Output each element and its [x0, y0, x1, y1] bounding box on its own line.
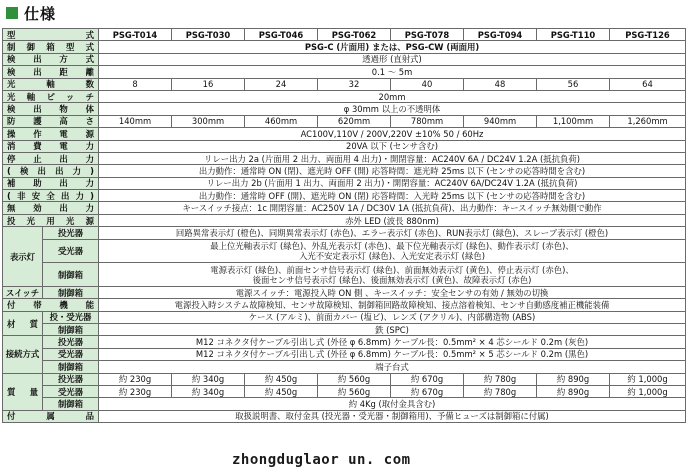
row-detection-method	[3, 53, 686, 65]
indicator-tx-label: 投光器	[43, 227, 99, 239]
model-header: PSG-T078	[391, 29, 464, 41]
height-cell: 1,260mm	[610, 115, 686, 127]
detection-method-value: 透過形 (直射式)	[99, 53, 686, 65]
row-controller	[3, 41, 686, 53]
stop-output-line1: リレー出力 2a (片面用 2 出力、両面用 4 出力)・開閉容量：AC240V 6A / DC24V 1.2A (抵抗負荷)	[99, 152, 686, 164]
row-pitch	[3, 90, 686, 102]
weight-tx-cell: 約 780g	[464, 373, 537, 385]
indicator-tx-value: 回路異常表示灯 (橙色)、同期異常表示灯 (赤色)、エラー表示灯 (赤色)、RUN表示灯 (緑色)、スレーブ表示灯 (橙色)	[99, 227, 686, 239]
consumption-label: 消費電力	[3, 140, 99, 152]
pitch-label: 光軸ピッチ	[3, 90, 99, 102]
row-connection-rx	[3, 348, 686, 360]
row-aux-output	[3, 177, 686, 189]
row-connection-tx	[3, 336, 686, 348]
axes-cell: 24	[245, 78, 318, 90]
section-title	[6, 2, 56, 24]
height-cell: 620mm	[318, 115, 391, 127]
height-cell: 140mm	[99, 115, 172, 127]
height-cell: 460mm	[245, 115, 318, 127]
row-switch	[3, 286, 686, 298]
accessory-value: 取扱説明書、取付金具 (投光器・受光器・制御箱用)、予備ヒューズは制御箱に付属)	[99, 410, 686, 422]
switch-box-label: 制御箱	[43, 286, 99, 298]
row-height	[3, 115, 686, 127]
indicator-rx-line1: 最上位光軸表示灯 (緑色)、外乱光表示灯 (赤色)、最下位光軸表示灯 (緑色)、動作表示灯 (赤色)、	[210, 240, 574, 251]
row-mute-output	[3, 202, 686, 214]
axes-cell: 16	[172, 78, 245, 90]
spec-table	[2, 28, 686, 423]
weight-rx-cell: 約 1,000g	[610, 385, 686, 397]
emitter-value: 赤外 LED (波長 880nm)	[99, 214, 686, 226]
model-header: PSG-T126	[610, 29, 686, 41]
watermark: zhongduglaor un. com	[232, 452, 411, 468]
model-header: PSG-T014	[99, 29, 172, 41]
power-value: AC100V,110V / 200V,220V ±10% 50 / 60Hz	[99, 128, 686, 140]
weight-tx-cell: 約 670g	[391, 373, 464, 385]
object-value: φ 30mm 以上の不透明体	[99, 103, 686, 115]
row-stop-output-2	[3, 165, 686, 177]
aux-output-label: 補助出力	[3, 177, 99, 189]
row-weight-box	[3, 398, 686, 410]
row-aux-output-2	[3, 190, 686, 202]
connection-label: 接続方式	[3, 336, 43, 373]
function-label: 付帯機能	[3, 299, 99, 311]
row-function	[3, 299, 686, 311]
material-txrx-value: ケース (アルミ)、前面カバー (塩ビ)、レンズ (アクリル)、内部構造物 (ABS)	[99, 311, 686, 323]
weight-rx-cell: 約 230g	[99, 385, 172, 397]
model-header: PSG-T094	[464, 29, 537, 41]
weight-rx-cell: 約 670g	[391, 385, 464, 397]
weight-tx-cell: 約 560g	[318, 373, 391, 385]
row-weight-tx	[3, 373, 686, 385]
weight-tx-cell: 約 340g	[172, 373, 245, 385]
weight-tx-cell: 約 1,000g	[610, 373, 686, 385]
switch-label: スイッチ	[3, 286, 43, 298]
indicator-box-label: 制御箱	[43, 263, 99, 287]
connection-box-label: 制御箱	[43, 361, 99, 373]
row-indicator-box	[3, 263, 686, 287]
controller-label: 制御箱型式	[3, 41, 99, 53]
row-consumption	[3, 140, 686, 152]
accessory-label: 付属品	[3, 410, 99, 422]
controller-value: PSG-C (片面用) または、PSG-CW (両面用)	[99, 41, 686, 53]
row-object	[3, 103, 686, 115]
weight-box-value: 約 4Kg (取付金具含む)	[99, 398, 686, 410]
row-indicator-rx	[3, 239, 686, 263]
model-header: PSG-T110	[537, 29, 610, 41]
height-cell: 300mm	[172, 115, 245, 127]
mute-output-label: 無効出力	[3, 202, 99, 214]
connection-rx-label: 受光器	[43, 348, 99, 360]
models-label: 型 式	[3, 29, 99, 41]
detection-method-label: 検出方式	[3, 53, 99, 65]
row-connection-box	[3, 361, 686, 373]
weight-tx-label: 投光器	[43, 373, 99, 385]
switch-value: 電源スイッチ：電源投入時 ON 側 、キースイッチ：安全センサの有効 / 無効の切換	[99, 286, 686, 298]
indicator-label: 表示灯	[3, 227, 43, 287]
connection-tx-value: M12 コネクタ付ケーブル引出し式 (外径 φ 6.8mm) ケーブル長：0.5mm² × 4 芯シールド 0.2m (灰色)	[99, 336, 686, 348]
row-material-box	[3, 324, 686, 336]
aux-output-line2: 出力動作：通常時 OFF (開)、遮光時 ON (閉) 応答時間：入光時 25ms 以下 (センサの応答時間を含む)	[99, 190, 686, 202]
height-cell: 940mm	[464, 115, 537, 127]
weight-rx-cell: 約 560g	[318, 385, 391, 397]
indicator-box-line2: 後面センサ信号表示灯 (緑色)、後面無効表示灯 (黄色)、故障表示灯 (赤色)	[252, 274, 532, 285]
axes-cell: 64	[610, 78, 686, 90]
row-power	[3, 128, 686, 140]
indicator-rx-line2: 入光不安定表示灯 (緑色)、入光安定表示灯 (緑色)	[299, 250, 485, 261]
axes-cell: 40	[391, 78, 464, 90]
aux-output-sub-label: (非安全出力)	[3, 190, 99, 202]
height-cell: 1,100mm	[537, 115, 610, 127]
row-stop-output	[3, 152, 686, 164]
connection-rx-value: M12 コネクタ付ケーブル引出し式 (外径 φ 6.8mm) ケーブル長：0.5mm² × 5 芯シールド 0.2m (黒色)	[99, 348, 686, 360]
height-cell: 780mm	[391, 115, 464, 127]
detection-distance-value: 0.1 ～ 5m	[99, 66, 686, 78]
object-label: 検出物体	[3, 103, 99, 115]
row-weight-rx	[3, 385, 686, 397]
weight-rx-cell: 約 450g	[245, 385, 318, 397]
material-box-label: 制御箱	[43, 324, 99, 336]
axes-cell: 56	[537, 78, 610, 90]
axes-label: 光軸数	[3, 78, 99, 90]
connection-box-value: 端子台式	[99, 361, 686, 373]
weight-tx-cell: 約 890g	[537, 373, 610, 385]
height-label: 防護高さ	[3, 115, 99, 127]
stop-output-sub-label: (検出出力)	[3, 165, 99, 177]
mute-output-value: キースイッチ接点：1c 開閉容量：AC250V 1A / DC30V 1A (抵抗負荷)、出力動作：キースイッチ無効側で動作	[99, 202, 686, 214]
weight-tx-cell: 約 450g	[245, 373, 318, 385]
model-header: PSG-T062	[318, 29, 391, 41]
stop-output-label: 停止出力	[3, 152, 99, 164]
consumption-value: 20VA 以下 (センサ含む)	[99, 140, 686, 152]
material-txrx-label: 投・受光器	[43, 311, 99, 323]
function-value: 電源投入時システム故障検知、センサ故障検知、制御箱回路故障検知、接点溶着検知、センサ自動感度補正機能装備	[99, 299, 686, 311]
indicator-box-value	[99, 263, 686, 287]
row-indicator-tx	[3, 227, 686, 239]
aux-output-line1: リレー出力 2b (片面用 1 出力、両面用 2 出力)・開閉容量：AC240V 6A/DC24V 1.2A (抵抗負荷)	[99, 177, 686, 189]
axes-cell: 8	[99, 78, 172, 90]
weight-rx-cell: 約 340g	[172, 385, 245, 397]
emitter-label: 投光用光源	[3, 214, 99, 226]
row-accessory	[3, 410, 686, 422]
stop-output-line2: 出力動作：通常時 ON (閉)、遮光時 OFF (開) 応答時間：遮光時 25ms 以下 (センサの応答時間を含む)	[99, 165, 686, 177]
row-models	[3, 29, 686, 41]
model-header: PSG-T046	[245, 29, 318, 41]
material-label: 材質	[3, 311, 43, 336]
row-detection-distance	[3, 66, 686, 78]
axes-cell: 32	[318, 78, 391, 90]
row-emitter	[3, 214, 686, 226]
title-square-icon	[6, 7, 18, 19]
row-material-txrx	[3, 311, 686, 323]
page-title: 仕様	[24, 4, 57, 23]
detection-distance-label: 検出距離	[3, 66, 99, 78]
indicator-box-line1: 電源表示灯 (緑色)、前面センサ信号表示灯 (緑色)、前面無効表示灯 (黄色)、停止表示灯 (赤色)、	[210, 264, 574, 275]
model-header: PSG-T030	[172, 29, 245, 41]
weight-label: 質量	[3, 373, 43, 410]
weight-box-label: 制御箱	[43, 398, 99, 410]
connection-tx-label: 投光器	[43, 336, 99, 348]
material-box-value: 鉄 (SPC)	[99, 324, 686, 336]
weight-rx-cell: 約 780g	[464, 385, 537, 397]
weight-rx-cell: 約 890g	[537, 385, 610, 397]
weight-tx-cell: 約 230g	[99, 373, 172, 385]
pitch-value: 20mm	[99, 90, 686, 102]
power-label: 操作電源	[3, 128, 99, 140]
indicator-rx-label: 受光器	[43, 239, 99, 263]
weight-rx-label: 受光器	[43, 385, 99, 397]
axes-cell: 48	[464, 78, 537, 90]
row-axes	[3, 78, 686, 90]
indicator-rx-value	[99, 239, 686, 263]
